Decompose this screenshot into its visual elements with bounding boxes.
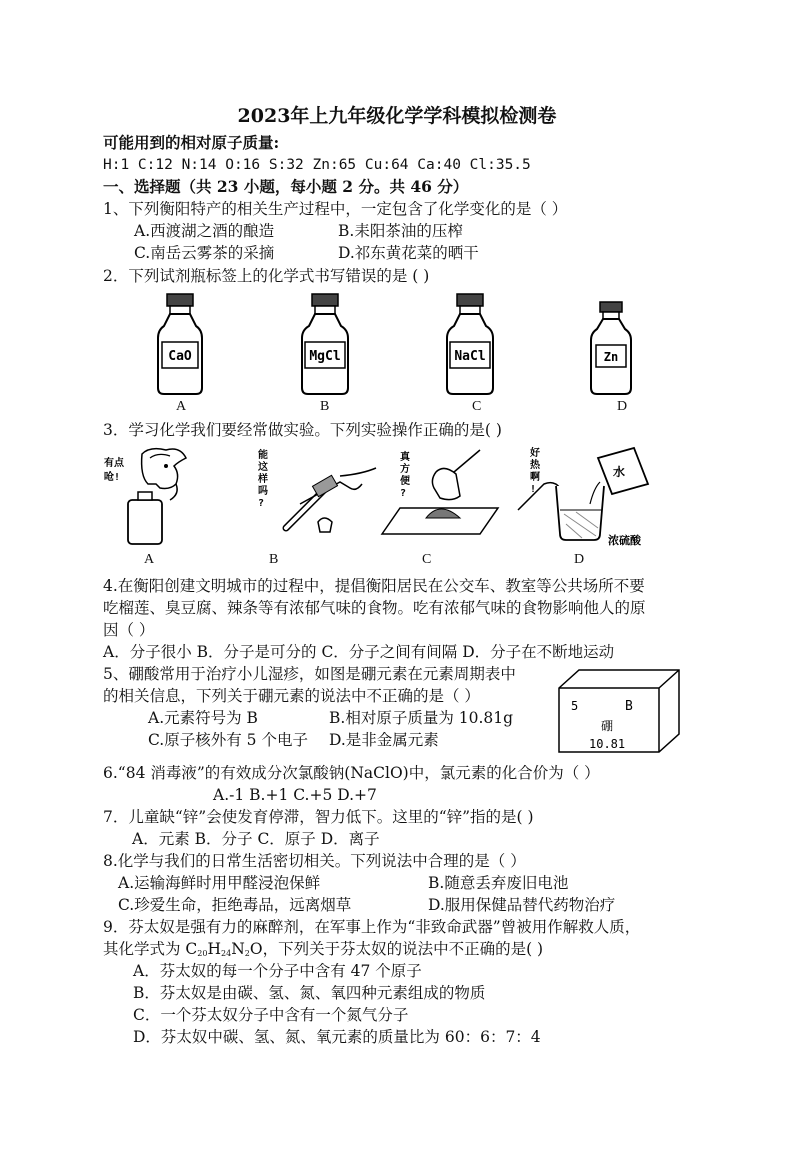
q8-option-c: C.珍爱生命，拒绝毒品，远离烟草 bbox=[118, 896, 352, 914]
bottle-a bbox=[158, 294, 202, 394]
q1-option-d: D.祁东黄花菜的晒干 bbox=[338, 244, 479, 262]
q9-line1: 9．芬太奴是强有力的麻醉剂，在军事上作为“非致命武器”曾被用作解救人质， bbox=[103, 918, 641, 936]
page-title: 2023年上九年级化学学科模拟检测卷 bbox=[237, 105, 557, 127]
svg-text:呛!: 呛! bbox=[104, 472, 121, 483]
q1-option-c: C.南岳云雾茶的采摘 bbox=[134, 244, 275, 262]
water-label: 水 bbox=[613, 465, 626, 479]
q9-option-d: D．芬太奴中碳、氢、氮、氧元素的质量比为 60：6：7：4 bbox=[133, 1028, 541, 1046]
lab-op-d-diluting bbox=[518, 446, 648, 547]
q2-label-a: A bbox=[176, 399, 187, 414]
atomic-mass-heading: 可能用到的相对原子质量: bbox=[103, 133, 280, 152]
atomic-mass-values: H:1 C:12 N:14 O:16 S:32 Zn:65 Cu:64 Ca:40 Cl:35.5 bbox=[103, 157, 531, 173]
lab-op-a-smelling bbox=[104, 449, 186, 544]
q2-stem: 2．下列试剂瓶标签上的化学式书写错误的是 ( ) bbox=[103, 267, 430, 285]
bottle-d-formula: Zn bbox=[603, 350, 619, 364]
svg-text:好: 好 bbox=[530, 448, 540, 459]
q2-label-d: D bbox=[617, 399, 628, 414]
q4-line1: 4.在衡阳创建文明城市的过程中，提倡衡阳居民在公交车、教室等公共场所不要 bbox=[103, 577, 645, 595]
bottle-d bbox=[591, 302, 631, 394]
q5-option-a: A.元素符号为 B bbox=[148, 709, 258, 727]
svg-text:方: 方 bbox=[400, 464, 410, 475]
lab-op-b-heating bbox=[257, 448, 376, 532]
reagent-bottles-figure bbox=[150, 290, 650, 398]
svg-text:?: ? bbox=[258, 498, 265, 509]
bottle-b-formula: MgCl bbox=[309, 349, 341, 364]
svg-text:!: ! bbox=[530, 484, 537, 495]
lab-op-a-caption: 有点 bbox=[104, 458, 124, 469]
svg-text:热: 热 bbox=[530, 460, 540, 471]
svg-text:真: 真 bbox=[400, 452, 410, 463]
section-heading: 一、选择题（共 23 小题，每小题 2 分。共 46 分） bbox=[103, 177, 469, 196]
svg-text:这: 这 bbox=[258, 462, 268, 473]
q2-label-c: C bbox=[472, 399, 482, 414]
q5-option-b: B.相对原子质量为 10.81g bbox=[329, 709, 514, 727]
q4-line3: 因（ ） bbox=[103, 621, 155, 639]
bottle-c bbox=[447, 294, 493, 394]
lab-operations-figure bbox=[100, 444, 660, 548]
q3-label-d: D bbox=[574, 552, 585, 567]
bottle-b bbox=[302, 294, 348, 394]
q3-label-a: A bbox=[144, 552, 155, 567]
bottle-a-formula: CaO bbox=[168, 349, 192, 364]
boron-number: 5 bbox=[571, 699, 579, 713]
q5-option-d: D.是非金属元素 bbox=[329, 731, 439, 749]
q1-option-b: B.耒阳茶油的压榨 bbox=[338, 222, 463, 240]
q6-options: A.-1 B.+1 C.+5 D.+7 bbox=[213, 786, 377, 804]
q2-label-b: B bbox=[320, 399, 330, 414]
boron-mass: 10.81 bbox=[589, 737, 626, 751]
svg-text:样: 样 bbox=[258, 474, 268, 485]
boron-name: 硼 bbox=[601, 719, 614, 733]
q8-option-b: B.随意丢弃废旧电池 bbox=[428, 874, 569, 892]
q9-option-b: B．芬太奴是由碳、氢、氮、氧四种元素组成的物质 bbox=[133, 984, 486, 1002]
svg-text:啊: 啊 bbox=[530, 472, 540, 483]
boron-symbol: B bbox=[625, 699, 633, 714]
q5-line1: 5、硼酸常用于治疗小儿湿疹，如图是硼元素在元素周期表中 bbox=[103, 665, 516, 683]
q1-option-a: A.西渡湖之酒的酿造 bbox=[134, 222, 275, 240]
q3-stem: 3．学习化学我们要经常做实验。下列实验操作正确的是( ) bbox=[103, 421, 502, 439]
q7-stem: 7．儿童缺“锌”会使发育停滞，智力低下。这里的“锌”指的是( ) bbox=[103, 808, 534, 826]
q4-options: A．分子很小 B．分子是可分的 C．分子之间有间隔 D．分子在不断地运动 bbox=[103, 643, 615, 661]
q3-label-b: B bbox=[269, 552, 279, 567]
svg-text:?: ? bbox=[400, 488, 407, 499]
q1-stem: 1、下列衡阳特产的相关生产过程中，一定包含了化学变化的是（ ） bbox=[103, 200, 568, 218]
boron-element-cell bbox=[557, 668, 681, 754]
q8-option-d: D.服用保健品替代药物治疗 bbox=[428, 896, 616, 914]
q8-option-a: A.运输海鲜时用甲醛浸泡保鲜 bbox=[118, 874, 321, 892]
svg-text:能: 能 bbox=[258, 450, 268, 461]
svg-text:便: 便 bbox=[400, 476, 410, 487]
q8-stem: 8.化学与我们的日常生活密切相关。下列说法中合理的是（ ） bbox=[103, 852, 526, 870]
q3-label-c: C bbox=[422, 552, 432, 567]
q5-line2: 的相关信息，下列关于硼元素的说法中不正确的是（ ） bbox=[103, 687, 480, 705]
acid-label: 浓硫酸 bbox=[608, 534, 641, 547]
q9-option-a: A．芬太奴的每一个分子中含有 47 个原子 bbox=[133, 962, 422, 980]
lab-op-c-taking-solid bbox=[382, 450, 498, 534]
q6-stem: 6.“84 消毒液”的有效成分次氯酸钠(NaClO)中，氯元素的化合价为（ ） bbox=[103, 764, 600, 782]
bottle-c-formula: NaCl bbox=[454, 349, 486, 364]
q7-options: A．元素 B．分子 C．原子 D．离子 bbox=[132, 830, 380, 848]
q5-option-c: C.原子核外有 5 个电子 bbox=[148, 731, 308, 749]
svg-text:吗: 吗 bbox=[258, 486, 268, 497]
q4-line2: 吃榴莲、臭豆腐、辣条等有浓郁气味的食物。吃有浓郁气味的食物影响他人的原 bbox=[103, 599, 646, 617]
q9-option-c: C．一个芬太奴分子中含有一个氮气分子 bbox=[133, 1006, 409, 1024]
q9-line2: 其化学式为 $C_{20}H_{24}N_2O$，下列关于芬太奴的说法中不正确的是( ) bbox=[103, 940, 544, 958]
